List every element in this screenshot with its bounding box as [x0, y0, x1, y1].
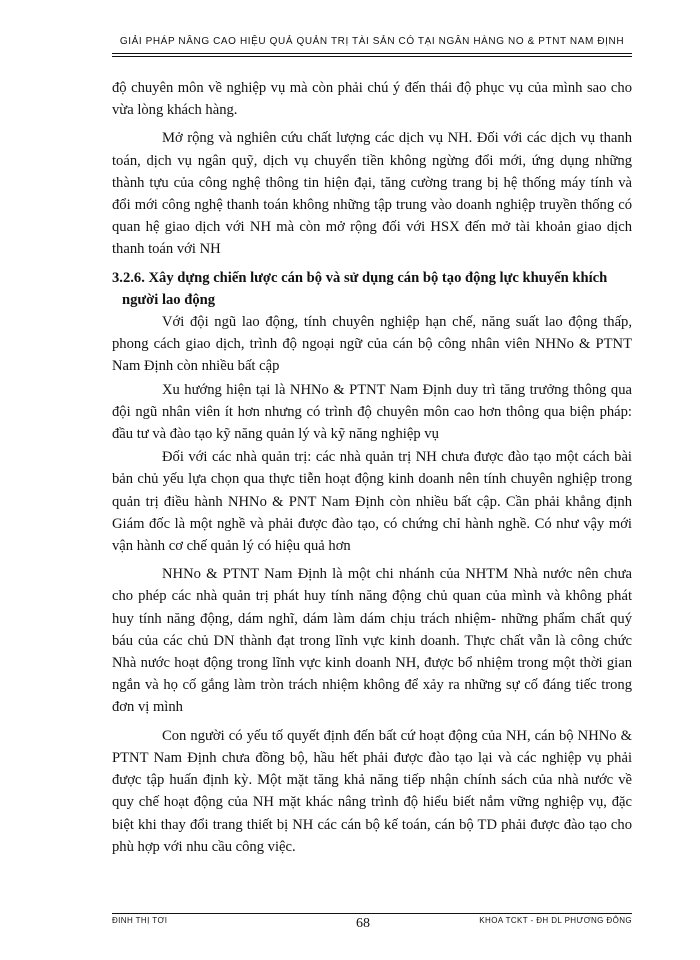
paragraph-5: Đối với các nhà quản trị: các nhà quản trị NH chưa được đào tạo một cách bài bản chủ yếu lựa chọn qua thực tiễn hoạt động kinh doanh nên tính chuyên nghiệp trong quản trị điều hành NHNo & PNT Nam Định còn nhiều bất cập. Cần phải khẳng định Giám đốc là một nghề và phải được đào tạo, có chứng chỉ hành nghề. Có như vậy mới vận hành cơ chế quản lý có hiệu quả hơn — [112, 449, 632, 555]
footer-author: ĐINH THỊ TƠI — [112, 916, 168, 925]
document-body — [112, 77, 632, 864]
paragraph-3: Với đội ngũ lao động, tính chuyên nghiệp hạn chế, năng suất lao động thấp, phong cách giao dịch, trình độ ngoại ngữ của cán bộ công nhân viên NHNo & PTNT Nam Định còn nhiều bất cập — [112, 314, 632, 375]
paragraph-6: NHNo & PTNT Nam Định là một chi nhánh của NHTM Nhà nước nên chưa cho phép các nhà quản trị phát huy tính năng động chủ quan của mình và không phát huy tính năng động, dám nghĩ, dám làm dám chịu trách nhiệm- những phẩm chất quý báu của các chủ DN thành đạt trong lĩnh vực kinh doanh. Thực chất vẫn là công chức Nhà nước hoạt động trong lĩnh vực kinh doanh NH, được bổ nhiệm trong một thời gian ngắn và họ cố gắng làm tròn trách nhiệm không để xảy ra những sự cố đáng tiếc trong đơn vị mình — [112, 566, 632, 716]
footer-rule — [112, 913, 632, 914]
paragraph-2: Mở rộng và nghiên cứu chất lượng các dịch vụ NH. Đối với các dịch vụ thanh toán, dịch vụ ngân quỹ, dịch vụ chuyển tiền không ngừng đổi mới, ứng dụng những thành tựu của công nghệ thông tin hiện đại, tăng cường trang bị hệ thống máy tính và đổi mới công nghệ thanh toán không những tập trung vào doanh nghiệp truyền thống có quan hệ giao dịch với NH mà còn mở rộng đối với HSX đến mở tài khoản giao dịch thanh toán với NH — [112, 130, 632, 258]
header-rule-bottom — [112, 56, 632, 57]
running-header: GIẢI PHÁP NÂNG CAO HIỆU QUẢ QUẢN TRỊ TÀI SẢN CÓ TẠI NGÂN HÀNG NO & PTNT NAM ĐỊNH — [119, 36, 625, 47]
page-number: 68 — [356, 916, 370, 931]
paragraph-7: Con người có yếu tố quyết định đến bất cứ hoạt động của NH, cán bộ NHNo & PTNT Nam Định chưa đồng bộ, hầu hết phải được đào tạo lại và các nghiệp vụ phải được tập huấn định kỳ. Một mặt tăng khả năng tiếp nhận chính sách của nhà nước về quy chế hoạt động của NH mặt khác nâng trình độ hiểu biết nắm vững nghiệp vụ, đặc biệt khi thay đổi trang thiết bị NH các cán bộ kế toán, cán bộ TD phải được đào tạo cho phù hợp với nhu cầu công việc. — [112, 727, 632, 855]
header-rule-top — [112, 53, 632, 54]
footer-faculty: KHOA TCKT - ĐH DL PHƯƠNG ĐÔNG — [479, 916, 632, 925]
paragraph-1: độ chuyên môn về nghiệp vụ mà còn phải chú ý đến thái độ phục vụ của mình sao cho vừa lòng khách hàng. — [112, 80, 632, 119]
section-heading: 3.2.6. Xây dựng chiến lược cán bộ và sử dụng cán bộ tạo động lực khuyến khích người lao động — [112, 269, 608, 308]
paragraph-4: Xu hướng hiện tại là NHNo & PTNT Nam Định duy trì tăng trưởng thông qua đội ngũ nhân viên ít hơn nhưng có trình độ chuyên môn cao hơn thông qua biện pháp: đầu tư và đào tạo kỹ năng quản lý và kỹ năng nghiệp vụ — [112, 381, 632, 443]
